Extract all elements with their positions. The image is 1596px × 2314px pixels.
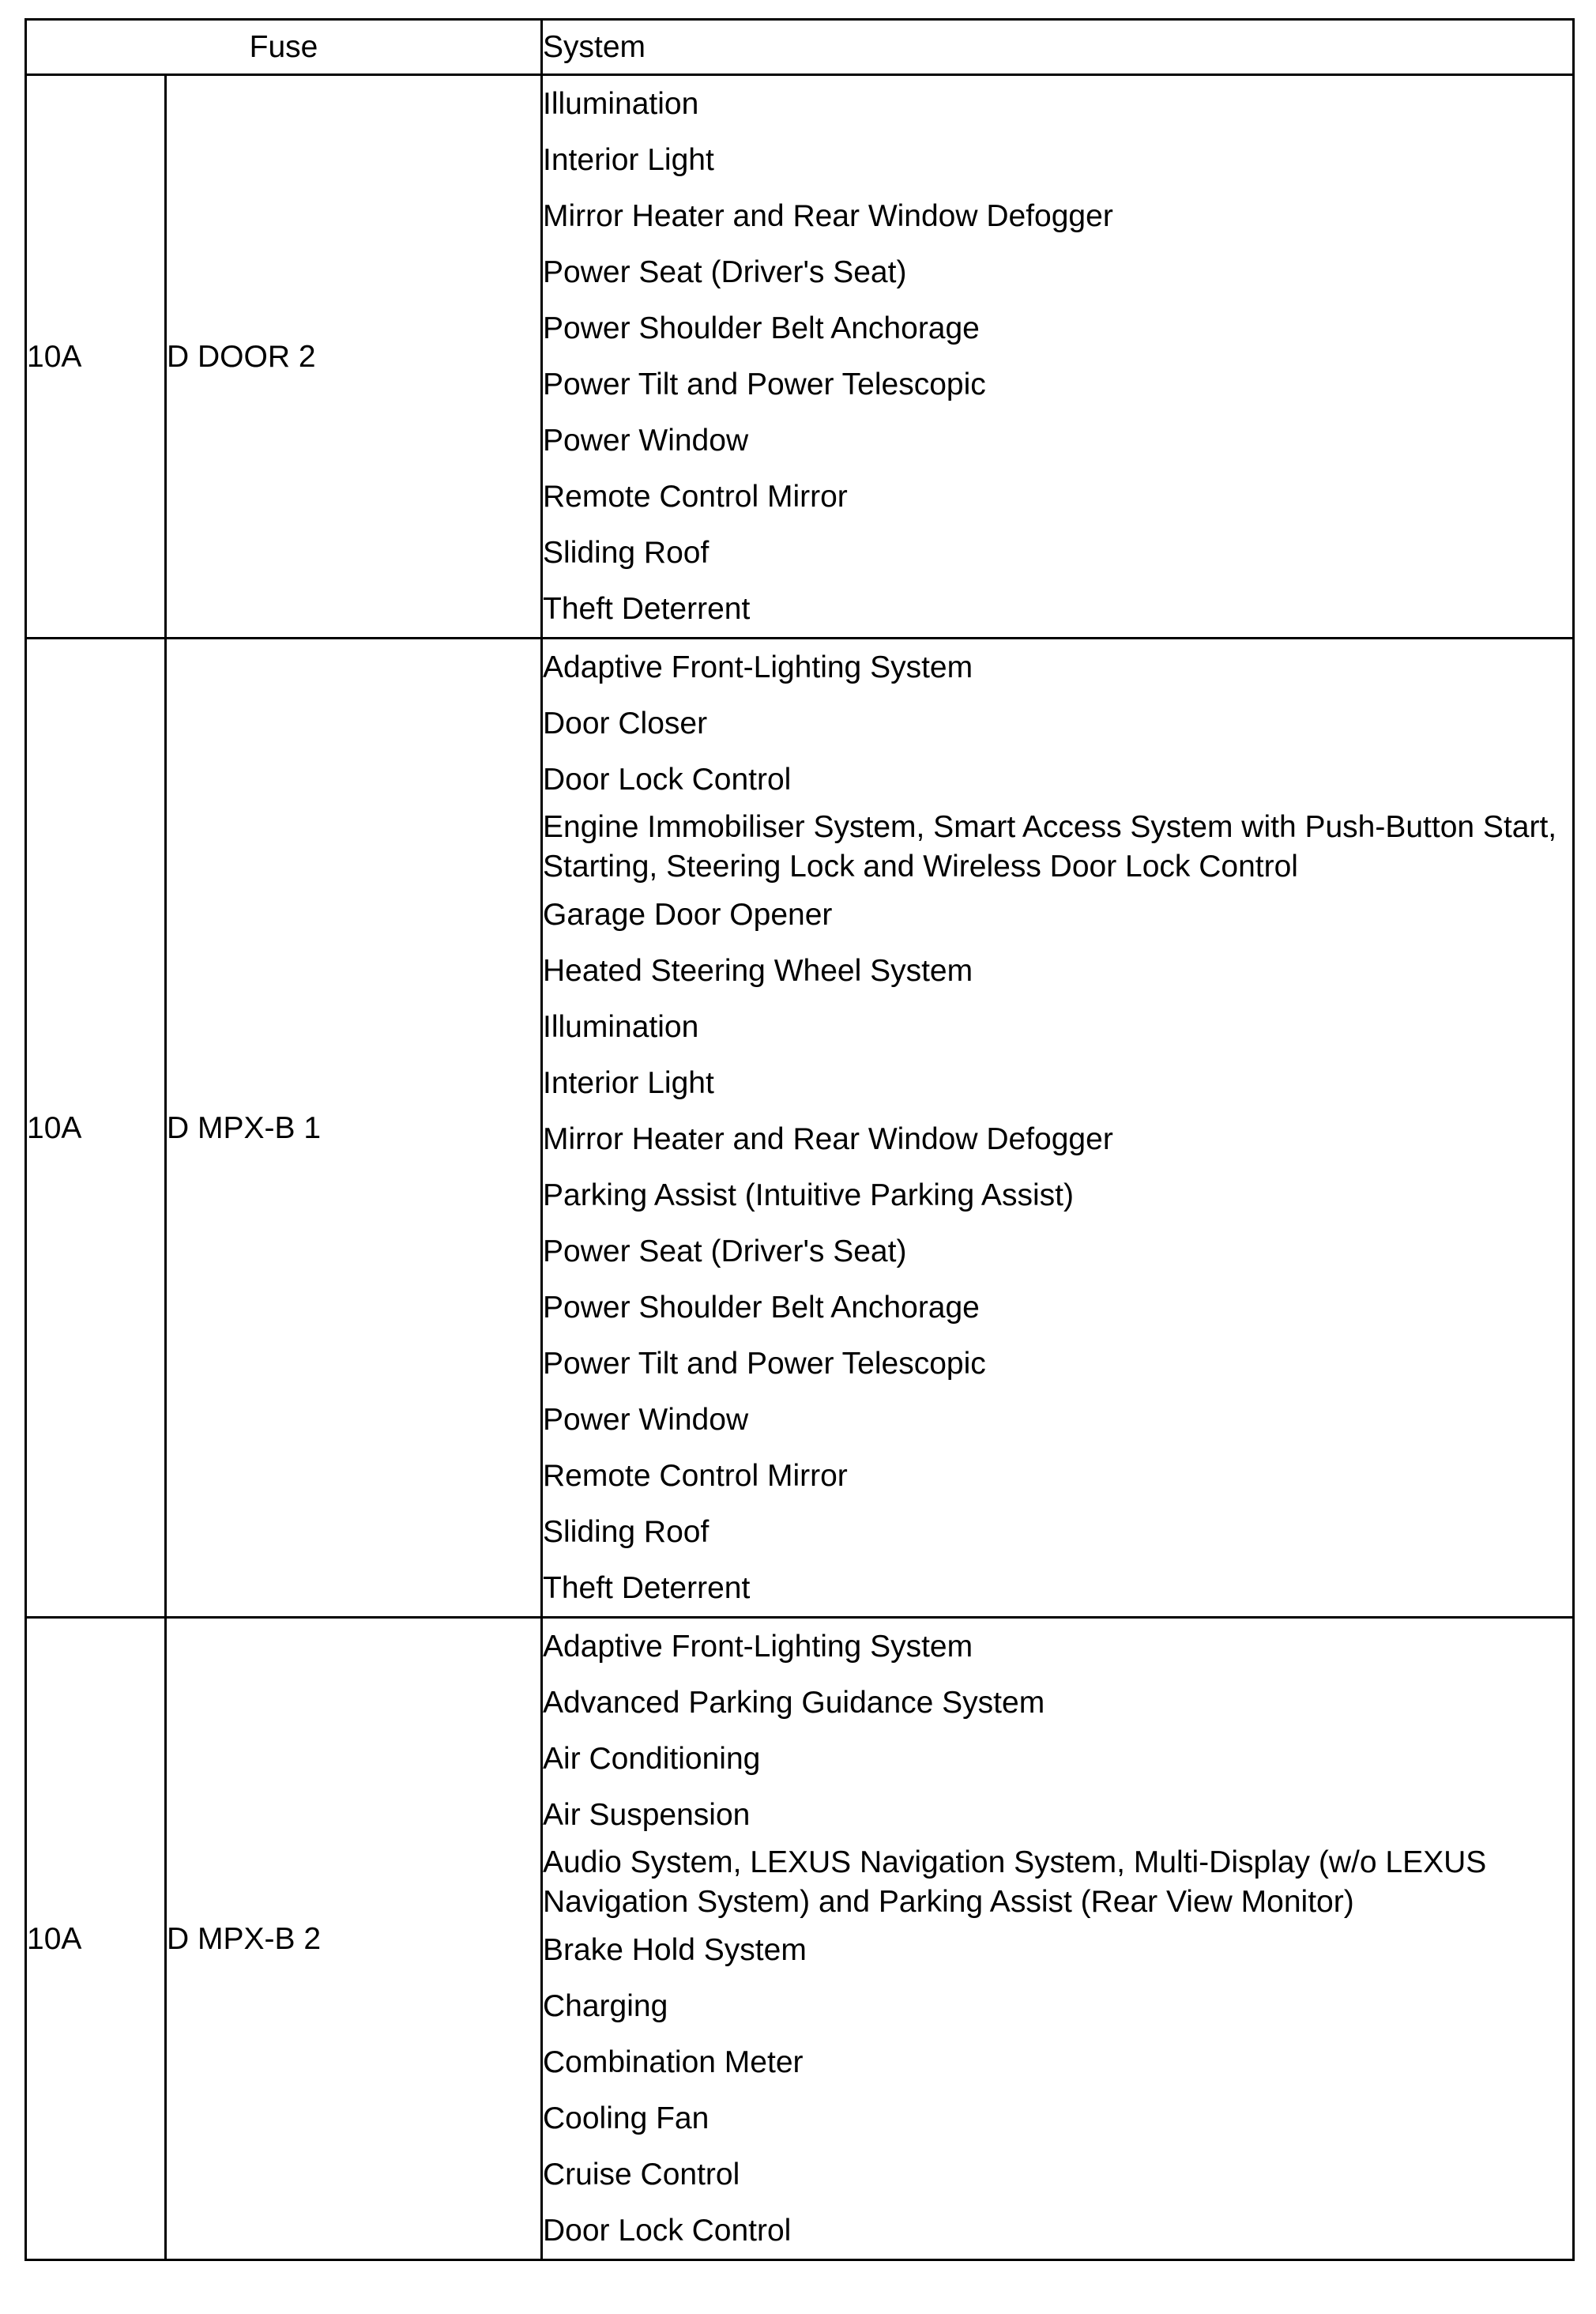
system-list: [542, 639, 1574, 1618]
system-item-label: Cooling Fan: [543, 2101, 710, 2135]
table-row: [26, 75, 1574, 639]
header-row: [26, 20, 1574, 75]
system-item: [543, 525, 1572, 581]
system-item: [543, 2146, 1572, 2203]
system-item: [543, 752, 1572, 808]
system-item-label: Door Closer: [543, 706, 708, 741]
fuse-name: D DOOR 2: [166, 75, 542, 639]
system-item: [543, 1504, 1572, 1560]
system-item-label: Theft Deterrent: [543, 591, 751, 626]
system-item: [543, 1336, 1572, 1392]
system-item-label: Heated Steering Wheel System: [543, 953, 973, 988]
table-row: [26, 639, 1574, 1618]
fuse-name: D MPX-B 1: [166, 639, 542, 1618]
system-item: [543, 1560, 1572, 1616]
system-item: [543, 639, 1572, 695]
system-item: [543, 1392, 1572, 1448]
system-item-label: Charging: [543, 1988, 668, 2023]
system-item-label: Audio System, LEXUS Navigation System, Multi-Display (w/o LEXUS Navigation System) and Parking Assist (Rear View Monitor): [543, 1845, 1487, 1919]
system-item: [543, 1978, 1572, 2034]
system-item: [543, 188, 1572, 244]
system-item: [543, 1619, 1572, 1675]
system-item-label: Sliding Roof: [543, 535, 710, 570]
system-item: [543, 132, 1572, 188]
header-fuse: Fuse: [26, 20, 542, 75]
system-item: [543, 300, 1572, 356]
fuse-amperage: 10A: [26, 75, 166, 639]
system-item: [543, 244, 1572, 300]
system-item-label: Power Window: [543, 423, 749, 458]
system-item-label: Combination Meter: [543, 2045, 804, 2079]
system-item: [543, 1111, 1572, 1167]
system-item: [543, 413, 1572, 469]
fuse-table-body: [26, 75, 1574, 2260]
system-item-label: Power Seat (Driver's Seat): [543, 1234, 907, 1268]
system-item: [543, 1279, 1572, 1336]
system-item-label: Illumination: [543, 86, 699, 121]
system-item: [543, 1448, 1572, 1504]
system-item: [543, 356, 1572, 413]
system-item: [543, 1843, 1572, 1922]
system-item: [543, 2203, 1572, 2259]
system-item-label: Air Suspension: [543, 1797, 751, 1832]
system-item-label: Advanced Parking Guidance System: [543, 1685, 1045, 1720]
fuse-amperage: 10A: [26, 639, 166, 1618]
system-item-label: Power Tilt and Power Telescopic: [543, 1346, 986, 1381]
fuse-amperage: 10A: [26, 1618, 166, 2260]
system-item-label: Adaptive Front-Lighting System: [543, 650, 973, 684]
system-item-label: Remote Control Mirror: [543, 479, 848, 514]
system-item-label: Sliding Roof: [543, 1514, 710, 1549]
system-item: [543, 1055, 1572, 1111]
table-row: [26, 1618, 1574, 2260]
system-item: [543, 1223, 1572, 1279]
fuse-table: [24, 18, 1575, 2261]
system-item-label: Power Tilt and Power Telescopic: [543, 367, 986, 401]
system-item-label: Remote Control Mirror: [543, 1458, 848, 1493]
system-item-label: Mirror Heater and Rear Window Defogger: [543, 198, 1113, 233]
system-item-label: Power Window: [543, 1402, 749, 1437]
system-item: [543, 695, 1572, 752]
system-item: [543, 943, 1572, 999]
system-item-label: Door Lock Control: [543, 2213, 792, 2248]
system-item: [543, 2090, 1572, 2146]
system-item-label: Theft Deterrent: [543, 1570, 751, 1605]
system-item-label: Interior Light: [543, 142, 714, 177]
system-item: [543, 1787, 1572, 1843]
system-item-label: Power Shoulder Belt Anchorage: [543, 311, 980, 345]
system-item: [543, 1675, 1572, 1731]
system-item-label: Parking Assist (Intuitive Parking Assist): [543, 1178, 1074, 1212]
system-item-label: Power Shoulder Belt Anchorage: [543, 1290, 980, 1325]
system-item: [543, 887, 1572, 943]
system-item-label: Adaptive Front-Lighting System: [543, 1629, 973, 1664]
system-list: [542, 75, 1574, 639]
system-item-label: Power Seat (Driver's Seat): [543, 254, 907, 289]
system-item-label: Garage Door Opener: [543, 897, 833, 932]
system-item: [543, 469, 1572, 525]
system-item-label: Cruise Control: [543, 2157, 740, 2192]
fuse-name: D MPX-B 2: [166, 1618, 542, 2260]
system-item: [543, 76, 1572, 132]
system-item: [543, 1731, 1572, 1787]
system-item: [543, 1167, 1572, 1223]
system-item: [543, 999, 1572, 1055]
system-item-label: Door Lock Control: [543, 762, 792, 797]
system-item-label: Air Conditioning: [543, 1741, 761, 1776]
system-item-label: Engine Immobiliser System, Smart Access System with Push-Button Start, Starting, Steering Lock and Wireless Door Lock Control: [543, 810, 1557, 884]
system-item-label: Brake Hold System: [543, 1932, 807, 1967]
system-item-label: Mirror Heater and Rear Window Defogger: [543, 1121, 1113, 1156]
system-item: [543, 808, 1572, 887]
system-item: [543, 2034, 1572, 2090]
system-item-label: Illumination: [543, 1009, 699, 1044]
system-item: [543, 1922, 1572, 1978]
system-item-label: Interior Light: [543, 1065, 714, 1100]
header-system: System: [542, 20, 1574, 75]
system-item: [543, 581, 1572, 637]
system-list: [542, 1618, 1574, 2260]
